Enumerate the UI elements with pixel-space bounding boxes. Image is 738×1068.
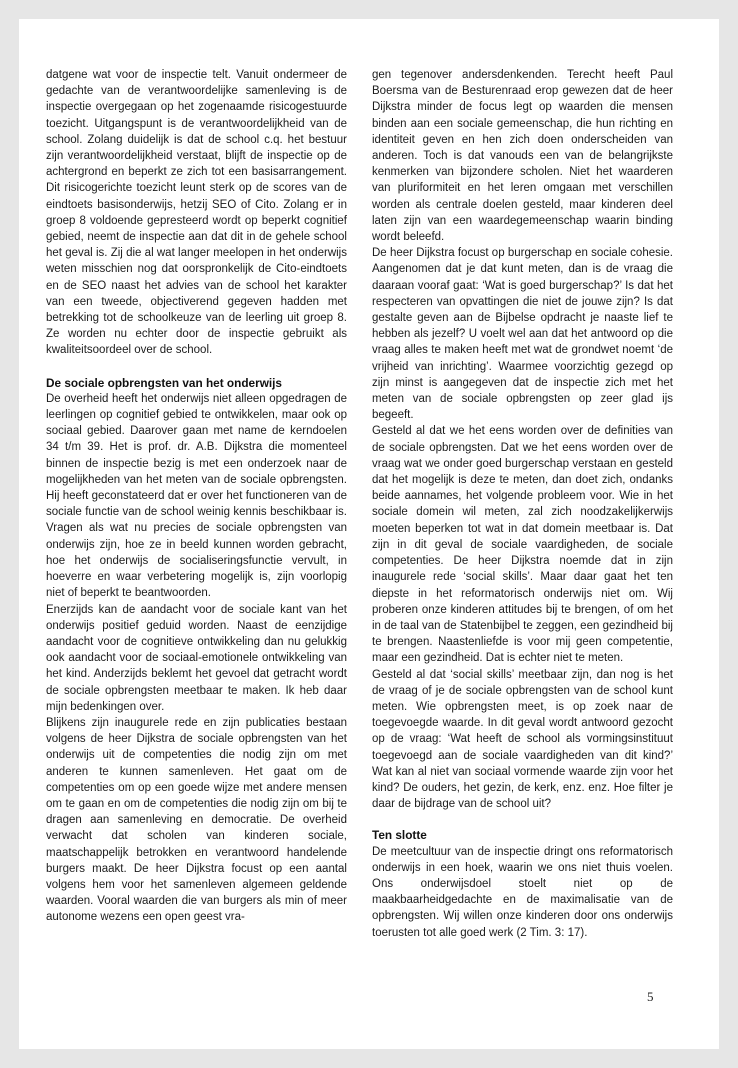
paragraph: De overheid heeft het onderwijs niet alleen opgedragen de leerlingen op cognitief gebied te ontwikkelen, maar ook op sociaal gebied. Daarover gaan met name de kerndoelen 34 t/m 39. Het is prof. dr. A.B. Dijkstra die momenteel binnen de inspectie bezig is met een onderzoek naar de mogelijkheden van het meten van de sociale opbrengsten. Hij heeft geconstateerd dat er over het functioneren van de sociale functie van de school weinig kennis beschikbaar is. Vragen als wat nu precies de sociale opbrengsten van onderwijs zijn, hoe ze in beeld kunnen worden gebracht, hoe het onderwijs de socialiseringsfunctie vervult, in hoeverre en waar verbetering mogelijk is, zijn voorlopig niet of beperkt te beantwoorden.	[46, 392, 347, 600]
right-column	[372, 67, 673, 941]
paragraph: Gesteld al dat ‘social skills’ meetbaar zijn, dan nog is het de vraag of je de sociale opbrengsten van de school kunt meten. Wie opbrengsten meet, is op zoek naar de toegevoegde waarde. In dit geval wordt antwoord gezocht op de vraag: ‘Wat heeft de school als vormingsinstituut toegevoegd aan de sociale vaardigheden van dit kind?’ Wat kan al niet van sociaal vormende waarde zijn voor het kind? De ouders, het gezin, de kerk, enz. enz. Hoe filter je daar de bijdrage van de school uit?	[372, 668, 673, 811]
closing-heading: Ten slotte	[372, 828, 427, 843]
intro-paragraph: datgene wat voor de inspectie telt. Vanuit ondermeer de gedachte van de verantwoordelijke samenleving is de inspectie overgegaan op het zogenaamde risicogestuurde toezicht. Uitgangspunt is de verantwoordelijkheid van de school. Zolang duidelijk is dat de school c.q. het bestuur zijn verantwoordelijkheid verstaat, blijft de inspectie op de achtergrond en beperkt ze zich tot een basisarrangement. Dit risicogerichte toezicht leunt sterk op de scores van de eindtoets basisonderwijs, hetzij SEO of Cito. Zolang er in groep 8 voldoende gepresteerd wordt op beperkt cognitief gebied, neemt de inspectie aan dat dit in de gehele school het geval is. Zij die al wat langer meelopen in het onderwijs weten misschien nog dat oorspronkelijk de Cito-eindtoets en de SEO naast het advies van de school het karakter van een tweede, objectiverend gegeven hadden met betrekking tot de schoolkeuze van de leerling uit groep 8. Ze worden nu echter door de inspectie gebruikt als kwaliteitsoordeel over de school.	[46, 69, 347, 357]
paragraph: gen tegenover andersdenkenden. Terecht heeft Paul Boersma van de Besturenraad erop gewezen dat de heer Dijkstra minder de focus legt op waarden die mensen binden aan een sociale gemeenschap, die hun richting en identiteit geven en hen zich doen onderscheiden van anderen. Toch is dat vanouds een van de belangrijkste kenmerken van bijzondere scholen. Niet het waarderen van pluriformiteit en het leren omgaan met verschillen worden als centrale doelen gesteld, maar kinderen deel laten zijn van een waardegemeenschap waarin binding wordt beleefd.	[372, 69, 673, 244]
paragraph: De heer Dijkstra focust op burgerschap en sociale cohesie. Aangenomen dat je dat kunt meten, dan is de vraag die daaraan vooraf gaat: ‘Wat is goed burgerschap?’ Is dat het respecteren van opvattingen die niet de jouwe zijn? Is dat gestalte geven aan de Bijbelse opdracht je naaste lief te hebben als jezelf? U voelt wel aan dat het antwoord op die vraag alles te maken heeft met wat de grondwet noemt ‘de vrijheid van inrichting’. Waarmee voorzichtig gezegd op zijn minst is aangegeven dat de inspectie zich met het meten van de sociale opbrengsten op zeer glad ijs begeeft.	[372, 247, 673, 422]
left-column	[46, 67, 347, 926]
paragraph: Gesteld al dat we het eens worden over de definities van de sociale opbrengsten. Dat we het eens worden over de vraag wat we onder goed burgerschap verstaan en gesteld dat het mogelijk is deze te meten, dan doet zich, ondanks beide aannames, het volgende probleem voor. Wie in het sociale domein wil meten, zal zich noodzakelijkerwijs moeten beperken tot wat in dat domein meetbaar is. Dat zijn in dit geval de sociale vaardigheden, de sociale competenties. De heer Dijkstra noemde dat in zijn inaugurele rede ‘social skills’. Maar daar gaat het ten diepste in het reformatorisch onderwijs niet om. Wij proberen onze kinderen attitudes bij te brengen, of om het in de taal van de Statenbijbel te zeggen, een gezindheid bij te brengen. Naastenliefde is voor mij geen competentie, maar een gezindheid. Dat is echter niet te meten.	[372, 425, 673, 665]
document-page	[19, 19, 719, 1049]
page-number: 5	[647, 989, 654, 1004]
closing-paragraph: De meetcultuur van de inspectie dringt ons reformatorisch onderwijs in een hoek, waarin we ons niet thuis voelen. Ons onderwijsdoel stoelt niet op de maakbaarheidgedachte en de maximalisatie van de opbrengsten. Wij willen onze kinderen door ons onderwijs toerusten tot alle goed werk (2 Tim. 3: 17).	[372, 845, 673, 939]
paragraph: Blijkens zijn inaugurele rede en zijn publicaties bestaan volgens de heer Dijkstra de sociale opbrengsten van het onderwijs uit de competenties die nodig zijn om met anderen te kunnen samenleven. Het gaat om de competenties om op een goede wijze met andere mensen om te gaan en om de competenties die nodig zijn om bij te dragen aan samenleving en democratie. De overheid verwacht dat scholen van kinderen sociale, maatschappelijk betrokken en verantwoord handelende burgers maakt. De heer Dijkstra focust op een aantal volgens hem voor het samenleven algemeen geldende waarden. Vooral waarden die van burgers als min of meer autonome wezens een open geest vra-	[46, 716, 347, 924]
paragraph: Enerzijds kan de aandacht voor de sociale kant van het onderwijs positief geduid worden. Naast de eenzijdige aandacht voor de cognitieve ontwikkeling dan nu gelukkig ook aandacht voor de sociaal-emotionele ontwikkeling van het kind. Anderzijds beklemt het gevoel dat getracht wordt de sociale opbrengsten meetbaar te maken. Ik heb daar mijn bedenkingen over.	[46, 603, 347, 713]
section-heading: De sociale opbrengsten van het onderwijs	[46, 375, 282, 390]
